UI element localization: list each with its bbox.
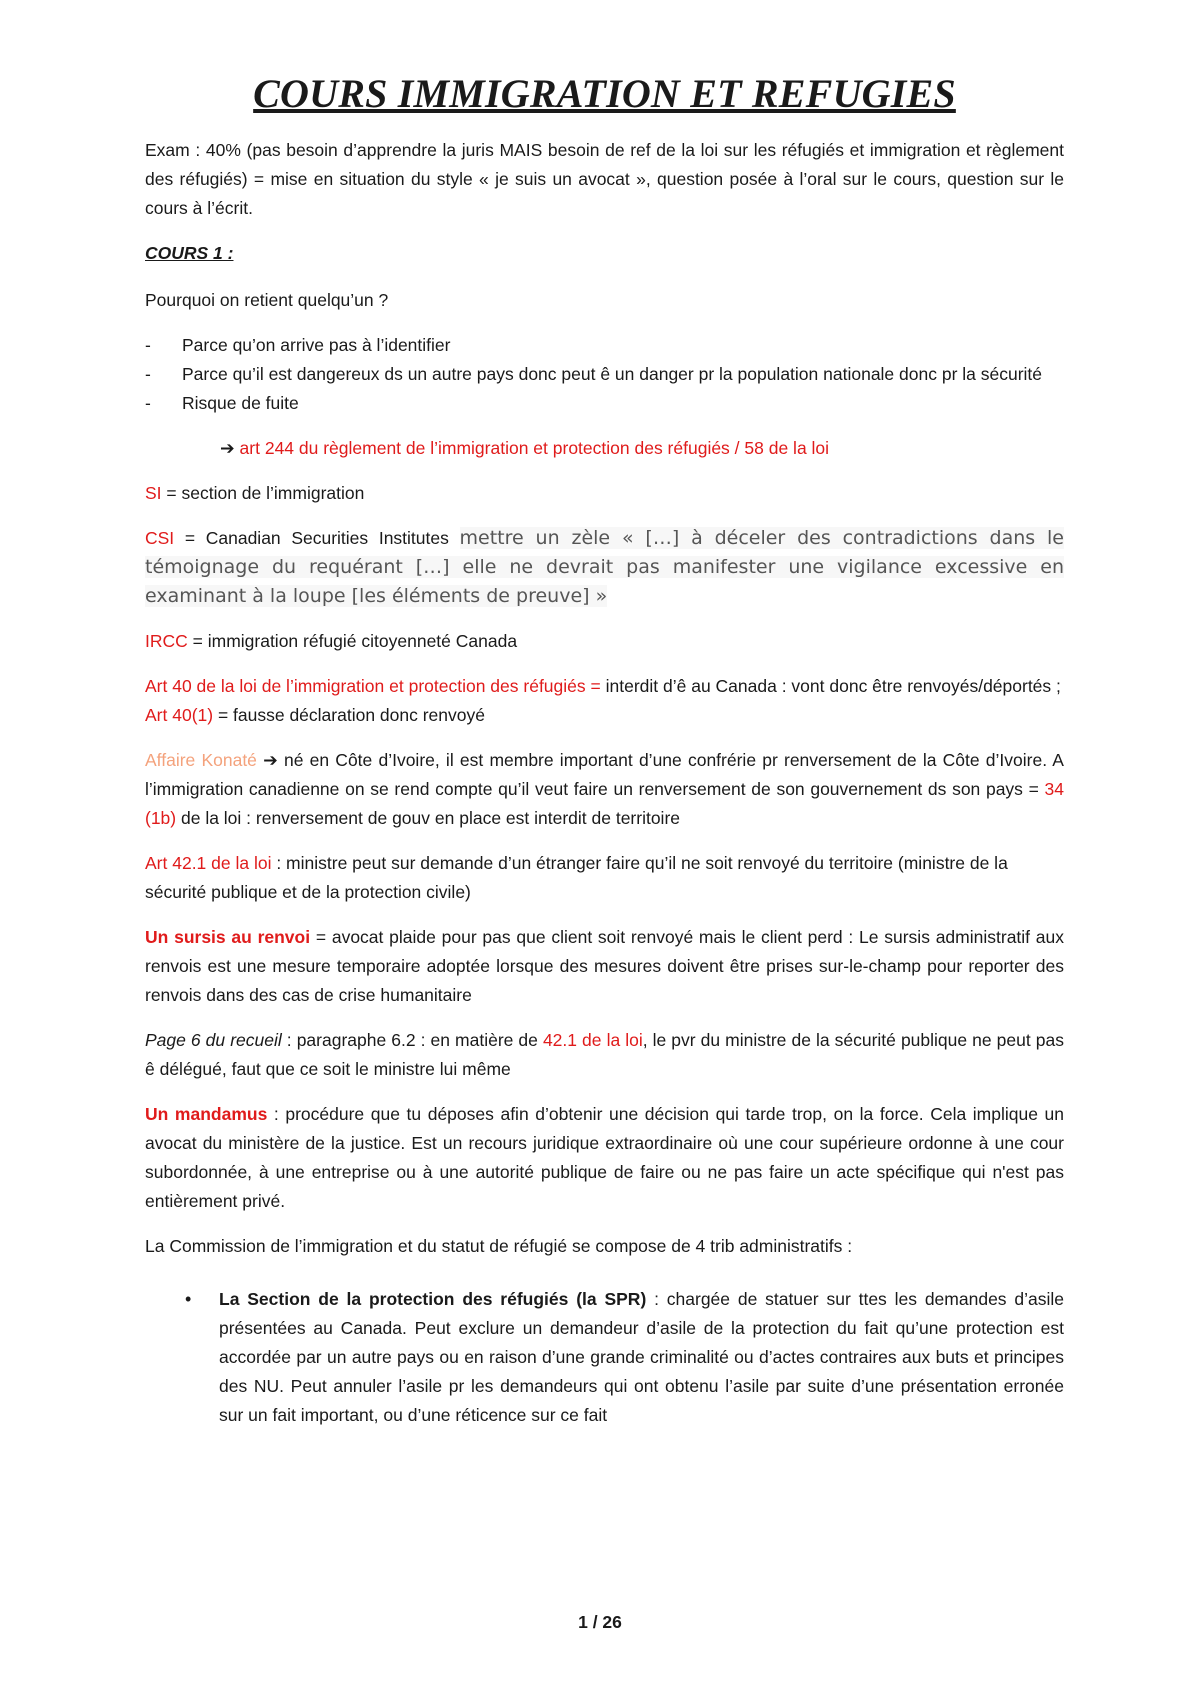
art40-text: interdit d’ê au Canada : vont donc être renvoyés/déportés ; — [605, 676, 1061, 696]
exam-paragraph: Exam : 40% (pas besoin d’apprendre la juris MAIS besoin de ref de la loi sur les réfugiés et immigration et règlement des réfugiés) = mise en situation du style « je suis un avocat », question posée à l’oral sur le cours, question sur le cours à l’écrit. — [145, 140, 1064, 218]
mandamus-term: Un mandamus — [145, 1104, 268, 1124]
reason-text: Risque de fuite — [182, 393, 299, 413]
art40-ref: Art 40 de la loi de l’immigration et protection des réfugiés — [145, 676, 586, 696]
art40-1-ref: Art 40(1) — [145, 705, 214, 725]
csi-quote: mettre un zèle « […] à déceler des contradictions dans le témoignage du requérant […] elle ne devrait pas manifester une vigilance excessive en examinant à la loupe [les éléments de preuve] » — [145, 527, 1064, 607]
page-title: COURS IMMIGRATION ET REFUGIES — [253, 71, 956, 116]
recueil-text: : paragraphe 6.2 : en matière de — [281, 1030, 543, 1050]
art40-1-text: = fausse déclaration donc renvoyé — [213, 705, 485, 725]
art42-paragraph — [145, 849, 1064, 907]
konate-paragraph — [145, 746, 1064, 833]
reason-text: Parce qu’il est dangereux ds un autre pays donc peut ê un danger pr la population nationale donc pr la sécurité — [182, 364, 1043, 384]
question-paragraph: Pourquoi on retient quelqu’un ? — [145, 290, 389, 310]
list-item — [145, 1285, 1064, 1430]
mandamus-paragraph — [145, 1100, 1064, 1216]
article-reference-line — [145, 434, 1064, 463]
art40-paragraph — [145, 672, 1064, 730]
ircc-abbr: IRCC — [145, 631, 188, 651]
ircc-definition — [145, 627, 1064, 656]
ircc-def: = immigration réfugié citoyenneté Canada — [187, 631, 518, 651]
si-abbr: SI — [145, 483, 162, 503]
sursis-text: = avocat plaide pour pas que client soit renvoyé mais le client perd : Le sursis administratif aux renvois est une mesure temporaire adoptée lorsque des mesures doivent être prises sur-le-champ pour reporter des renvois dans des cas de crise humanitaire — [145, 927, 1065, 1005]
csi-abbr: CSI — [145, 528, 175, 548]
recueil-paragraph — [145, 1026, 1064, 1084]
arrow-right-icon: ➔ — [263, 750, 278, 770]
reason-text: Parce qu’on arrive pas à l’identifier — [182, 335, 451, 355]
recueil-text-2: , le pvr du ministre de la sécurité publique ne peut pas ê délégué, faut que ce soit le ministre lui même — [145, 1030, 1064, 1079]
sursis-paragraph — [145, 923, 1064, 1010]
spr-term: La Section de la protection des réfugiés (la SPR) — [219, 1289, 647, 1309]
art42-ref: Art 42.1 de la loi — [145, 853, 272, 873]
arrow-right-icon: ➔ — [220, 438, 235, 458]
mandamus-text: : procédure que tu déposes afin d’obtenir une décision qui tarde trop, on la force. Cela implique un avocat du ministère de la justice. Est un recours juridique extraordinaire où une cour supérieure ordonne à une cour subordonnée, à une entreprise ou à une autorité publique de faire ou ne pas faire un acte spécifique qui n'est pas entièrement privé. — [145, 1104, 1065, 1211]
csi-definition — [145, 524, 1064, 611]
reasons-list — [145, 331, 1064, 418]
si-def: = section de l’immigration — [161, 483, 365, 503]
list-item — [145, 360, 1064, 389]
dash-marker: - — [145, 335, 151, 355]
dash-marker: - — [145, 364, 151, 384]
konate-ref: 34 (1b) — [145, 779, 1064, 828]
list-item — [145, 331, 1064, 360]
recueil-ref: 42.1 de la loi — [542, 1030, 643, 1050]
si-definition — [145, 479, 1064, 508]
bullet-marker: • — [185, 1289, 192, 1309]
commission-paragraph: La Commission de l’immigration et du statut de réfugié se compose de 4 trib administratifs : — [145, 1236, 853, 1256]
art40-eq: = — [585, 676, 606, 696]
page-number: 1 / 26 — [578, 1612, 622, 1632]
konate-text-2: de la loi : renversement de gouv en place est interdit de territoire — [176, 808, 681, 828]
art42-text: : ministre peut sur demande d’un étranger faire qu’il ne soit renvoyé du territoire (ministre de la sécurité publique et de la protection civile) — [145, 853, 1008, 902]
dash-marker: - — [145, 393, 151, 413]
konate-name: Affaire Konaté — [145, 750, 257, 770]
cours-1-heading: COURS 1 : — [145, 243, 234, 263]
recueil-page: Page 6 du recueil — [145, 1030, 282, 1050]
article-reference: art 244 du règlement de l’immigration et protection des réfugiés / 58 de la loi — [239, 438, 830, 458]
sursis-term: Un sursis au renvoi — [145, 927, 311, 947]
csi-def: = Canadian Securities Institutes — [174, 528, 460, 548]
spr-text: : chargée de statuer sur ttes les demandes d’asile présentées au Canada. Peut exclure un demandeur d’asile de la protection du fait qu’une protection est accordée par un autre pays ou en raison d’une grande criminalité ou d’actes contraires aux buts et principes des NU. Peut annuler l’asile pr les demandeurs qui ont obtenu l’asile par suite d’une présentation erronée sur un fait important, ou d’une réticence sur ce fait — [219, 1289, 1064, 1425]
list-item — [145, 389, 1064, 418]
konate-text: né en Côte d’Ivoire, il est membre important d’une confrérie pr renversement de la Côte d’Ivoire. A l’immigration canadienne on se rend compte qu’il veut faire un renversement de son gouvernement ds son pays = — [145, 750, 1064, 799]
tribunal-list — [145, 1285, 1064, 1430]
